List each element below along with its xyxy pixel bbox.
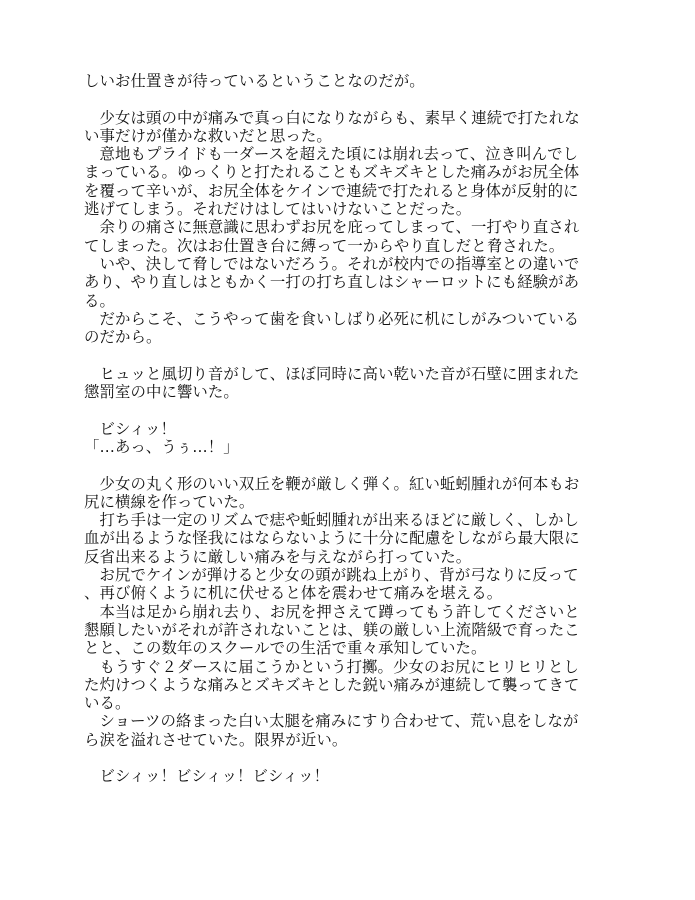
blank-line: [84, 346, 614, 364]
text-line: あり、やり直しはともかく一打の打ち直しはシャーロットにも経験があ: [84, 273, 580, 292]
text-line: る。: [84, 291, 115, 310]
text-line: を覆って辛いが、お尻全体をケインで連続で打たれると身体が反射的に: [84, 181, 579, 200]
text-line: い事だけが僅かな救いだと思った。: [84, 126, 332, 145]
text-line: 少女は頭の中が痛みで真っ白になりながらも、素早く連続で打たれな: [84, 108, 580, 127]
text-line: お尻でケインが弾けると少女の頭が跳ね上がり、背が弓なりに反って: [84, 566, 579, 585]
text-line: ヒュッと風切り音がして、ほぼ同時に高い乾いた音が石壁に囲まれた: [84, 364, 580, 383]
text-line: 懇願したいがそれが許されないことは、躾の厳しい上流階級で育ったこ: [84, 620, 580, 639]
text-line: 少女の丸く形のいい双丘を鞭が厳しく弾く。紅い蚯蚓腫れが何本もお: [84, 474, 580, 493]
text-line: 本当は足から崩れ去り、お尻を押さえて蹲ってもう許してくださいと: [84, 602, 580, 621]
text-line: 逃げてしまう。それだけはしてはいけないことだった。: [84, 200, 472, 219]
text-line: ショーツの絡まった白い太腿を痛みにすり合わせて、荒い息をしなが: [84, 712, 579, 731]
text-line: だからこそ、こうやって歯を食いしばり必死に机にしがみついている: [84, 309, 580, 328]
text-line: た灼けつくような痛みとズキズキとした鋭い痛みが連続して襲ってきて: [84, 675, 580, 694]
novel-page-text: [84, 72, 614, 786]
text-line: 尻に横線を作っていた。: [84, 492, 255, 511]
blank-line: [84, 749, 614, 767]
text-line: 反省出来るように厳しい痛みを与えながら打っていた。: [84, 547, 472, 566]
text-line: 余りの痛さに無意識に思わずお尻を庇ってしまって、一打やり直され: [84, 218, 580, 237]
blank-line: [84, 401, 614, 419]
text-line: 懲罰室の中に響いた。: [84, 383, 239, 402]
sound-effect-line: ビシィッ！: [84, 419, 177, 438]
text-line: 打ち手は一定のリズムで痣や蚯蚓腫れが出来るほどに厳しく、しかし: [84, 511, 580, 530]
sound-effect-line: ビシィッ！ビシィッ！ビシィッ！: [84, 767, 330, 786]
blank-line: [84, 90, 614, 108]
text-line: ら涙を溢れさせていた。限界が近い。: [84, 730, 348, 749]
text-line: 意地もプライドも一ダースを超えた頃には崩れ去って、泣き叫んでし: [84, 145, 579, 164]
text-line: しいお仕置きが待っているということなのだが。: [84, 72, 425, 90]
text-line: 血が出るような怪我にはならないように十分に配慮をしながら最大限に: [84, 529, 580, 548]
text-line: いる。: [84, 694, 131, 713]
text-line: いや、決して脅しではないだろう。それが校内での指導室との違いで: [84, 254, 580, 273]
text-line: 、再び俯くように机に伏せると体を震わせて痛みを堪える。: [84, 584, 503, 603]
dialogue-line: 「…あっ、うぅ…！」: [84, 437, 239, 456]
text-line: のだから。: [84, 328, 162, 347]
text-line: まっている。ゆっくりと打たれることもズキズキとした痛みがお尻全体: [84, 163, 580, 182]
blank-line: [84, 456, 614, 474]
text-line: てしまった。次はお仕置き台に縛って一からやり直しだと脅された。: [84, 236, 565, 255]
text-line: とと、この数年のスクールでの生活で重々承知していた。: [84, 639, 487, 658]
text-line: もうすぐ２ダースに届こうかという打擲。少女のお尻にヒリヒリとし: [84, 657, 579, 676]
